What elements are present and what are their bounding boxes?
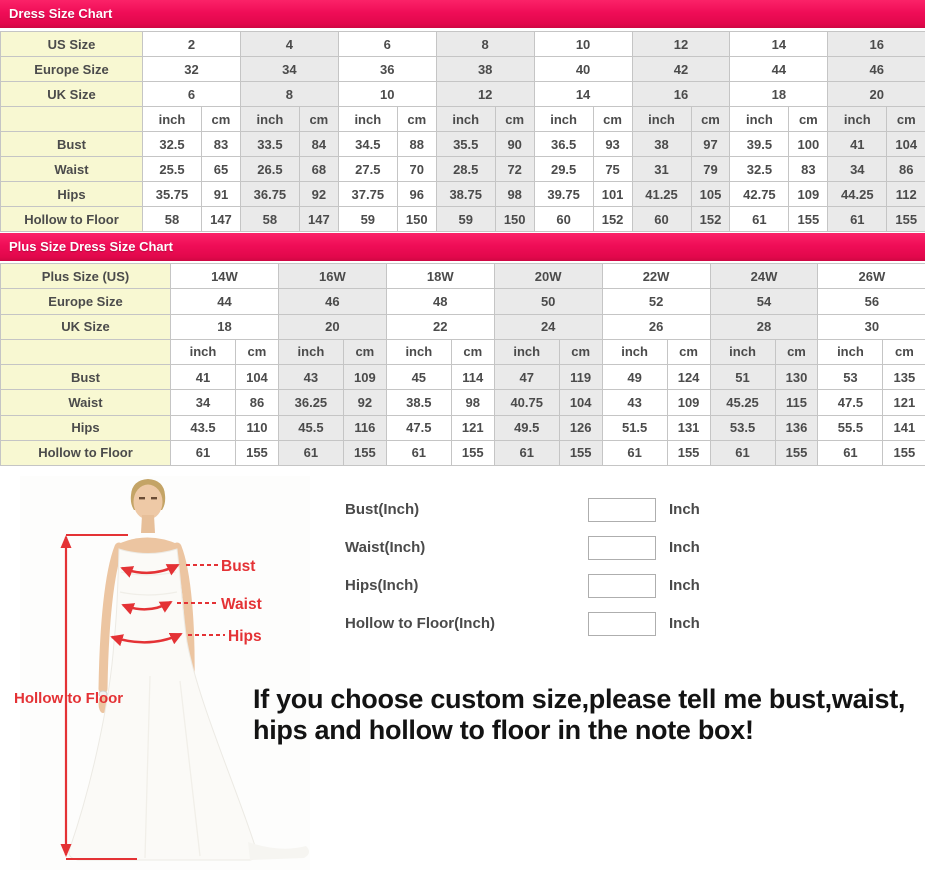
size-value-cell: 16 (828, 32, 925, 57)
unit-cm-cell: cm (775, 339, 818, 364)
size-value-cell: 18 (730, 82, 828, 107)
measure-inch-cell: 31 (632, 157, 691, 182)
size-value-cell: 46 (828, 57, 925, 82)
measure-cm-cell: 92 (343, 390, 386, 415)
measure-inch-cell: 58 (143, 207, 202, 232)
unit-cm-cell: cm (789, 107, 828, 132)
size-value-cell: 10 (534, 32, 632, 57)
measure-inch-cell: 53 (818, 365, 883, 390)
size-value-cell: 12 (632, 32, 730, 57)
measure-cm-cell: 109 (667, 390, 710, 415)
unit-cm-cell: cm (299, 107, 338, 132)
measure-inch-cell: 61 (278, 440, 343, 465)
row-label: Hips (1, 415, 171, 440)
size-value-cell: 44 (730, 57, 828, 82)
measure-inch-cell: 53.5 (710, 415, 775, 440)
form-row (345, 572, 765, 599)
measure-cm-cell: 155 (559, 440, 602, 465)
row-label: UK Size (1, 82, 143, 107)
unit-cm-cell: cm (451, 339, 494, 364)
measure-cm-cell: 75 (593, 157, 632, 182)
field-label: Hollow to Floor(Inch) (345, 615, 495, 632)
measure-inch-cell: 55.5 (818, 415, 883, 440)
unit-cm-cell: cm (495, 107, 534, 132)
measure-inch-cell: 35.5 (436, 132, 495, 157)
measure-cm-cell: 124 (667, 365, 710, 390)
measure-cm-cell: 86 (887, 157, 925, 182)
hips-inch-input[interactable] (588, 574, 656, 598)
measure-inch-cell: 47.5 (386, 415, 451, 440)
measure-inch-cell: 33.5 (240, 132, 299, 157)
unit-row (1, 107, 925, 132)
measure-inch-cell: 49.5 (494, 415, 559, 440)
size-value-cell: 26 (602, 314, 710, 339)
waist-label: Waist (221, 596, 262, 613)
measure-inch-cell: 39.75 (534, 182, 593, 207)
unit-inch-cell: inch (494, 339, 559, 364)
measure-inch-cell: 45.25 (710, 390, 775, 415)
measure-cm-cell: 88 (397, 132, 436, 157)
measure-inch-cell: 49 (602, 365, 667, 390)
measure-cm-cell: 84 (299, 132, 338, 157)
measure-row (1, 207, 925, 232)
row-label: Plus Size (US) (1, 264, 171, 289)
measure-inch-cell: 43.5 (171, 415, 236, 440)
measure-inch-cell: 58 (240, 207, 299, 232)
measure-inch-cell: 36.75 (240, 182, 299, 207)
size-value-cell: 38 (436, 57, 534, 82)
measure-cm-cell: 90 (495, 132, 534, 157)
unit-inch-cell: inch (171, 339, 236, 364)
unit-label: Inch (669, 577, 700, 594)
measure-cm-cell: 155 (236, 440, 279, 465)
size-value-cell: 22W (602, 264, 710, 289)
size-value-cell: 50 (494, 289, 602, 314)
measure-inch-cell: 26.5 (240, 157, 299, 182)
measure-cm-cell: 126 (559, 415, 602, 440)
measure-cm-cell: 91 (202, 182, 241, 207)
measure-cm-cell: 155 (451, 440, 494, 465)
unit-cm-cell: cm (887, 107, 925, 132)
row-label: Hollow to Floor (1, 440, 171, 465)
measure-cm-cell: 130 (775, 365, 818, 390)
measure-cm-cell: 114 (451, 365, 494, 390)
bust-label: Bust (221, 558, 256, 575)
measure-inch-cell: 29.5 (534, 157, 593, 182)
size-value-cell: 26W (818, 264, 925, 289)
size-value-cell: 20 (828, 82, 925, 107)
unit-cm-cell: cm (236, 339, 279, 364)
measure-cm-cell: 152 (593, 207, 632, 232)
size-value-cell: 4 (240, 32, 338, 57)
size-value-cell: 16 (632, 82, 730, 107)
form-row (345, 534, 765, 561)
measure-inch-cell: 51.5 (602, 415, 667, 440)
measure-cm-cell: 98 (451, 390, 494, 415)
measure-cm-cell: 104 (236, 365, 279, 390)
size-row (1, 57, 925, 82)
measure-inch-cell: 61 (602, 440, 667, 465)
size-row (1, 289, 925, 314)
measure-inch-cell: 61 (828, 207, 887, 232)
measure-inch-cell: 45.5 (278, 415, 343, 440)
size-value-cell: 14 (730, 32, 828, 57)
measurement-figure (0, 476, 332, 871)
size-value-cell: 24 (494, 314, 602, 339)
measure-inch-cell: 45 (386, 365, 451, 390)
size-value-cell: 18W (386, 264, 494, 289)
size-value-cell: 20W (494, 264, 602, 289)
measure-cm-cell: 121 (451, 415, 494, 440)
row-label: Waist (1, 157, 143, 182)
size-value-cell: 52 (602, 289, 710, 314)
measure-inch-cell: 27.5 (338, 157, 397, 182)
measure-inch-cell: 36.5 (534, 132, 593, 157)
measure-cm-cell: 155 (789, 207, 828, 232)
size-value-cell: 16W (278, 264, 386, 289)
note-line-1: If you choose custom size,please tell me bust,waist, (253, 684, 906, 714)
measure-cm-cell: 83 (202, 132, 241, 157)
unit-label: Inch (669, 539, 700, 556)
measure-inch-cell: 43 (278, 365, 343, 390)
unit-row (1, 339, 925, 364)
size-value-cell: 46 (278, 289, 386, 314)
unit-inch-cell: inch (143, 107, 202, 132)
size-value-cell: 2 (143, 32, 241, 57)
unit-inch-cell: inch (710, 339, 775, 364)
size-value-cell: 24W (710, 264, 818, 289)
measure-inch-cell: 51 (710, 365, 775, 390)
measure-cm-cell: 136 (775, 415, 818, 440)
size-value-cell: 42 (632, 57, 730, 82)
measure-inch-cell: 61 (171, 440, 236, 465)
measure-inch-cell: 60 (534, 207, 593, 232)
size-value-cell: 14W (171, 264, 279, 289)
unit-inch-cell: inch (602, 339, 667, 364)
measure-row (1, 132, 925, 157)
measure-cm-cell: 83 (789, 157, 828, 182)
measure-inch-cell: 61 (818, 440, 883, 465)
row-label: UK Size (1, 314, 171, 339)
waist-inch-input[interactable] (588, 536, 656, 560)
unit-label: Inch (669, 501, 700, 518)
measure-inch-cell: 38 (632, 132, 691, 157)
row-label: Europe Size (1, 57, 143, 82)
measure-inch-cell: 34.5 (338, 132, 397, 157)
size-value-cell: 54 (710, 289, 818, 314)
unit-cm-cell: cm (667, 339, 710, 364)
note-line-2: hips and hollow to floor in the note box! (253, 714, 754, 745)
unit-cm-cell: cm (883, 339, 925, 364)
measure-cm-cell: 155 (887, 207, 925, 232)
measure-cm-cell: 100 (789, 132, 828, 157)
measure-inch-cell: 43 (602, 390, 667, 415)
measure-cm-cell: 147 (299, 207, 338, 232)
measure-inch-cell: 44.25 (828, 182, 887, 207)
unit-inch-cell: inch (278, 339, 343, 364)
size-value-cell: 30 (818, 314, 925, 339)
size-value-cell: 44 (171, 289, 279, 314)
row-label: Hollow to Floor (1, 207, 143, 232)
unit-cm-cell: cm (397, 107, 436, 132)
model-right-eye (151, 497, 157, 499)
field-label: Bust(Inch) (345, 501, 420, 518)
size-value-cell: 20 (278, 314, 386, 339)
measure-row (1, 415, 925, 440)
measure-cm-cell: 86 (236, 390, 279, 415)
measure-cm-cell: 131 (667, 415, 710, 440)
measure-cm-cell: 121 (883, 390, 925, 415)
row-label (1, 339, 171, 364)
measure-inch-cell: 61 (494, 440, 559, 465)
unit-inch-cell: inch (730, 107, 789, 132)
size-row (1, 32, 925, 57)
measure-cm-cell: 65 (202, 157, 241, 182)
measure-inch-cell: 36.25 (278, 390, 343, 415)
measure-cm-cell: 155 (883, 440, 925, 465)
form-row (345, 610, 765, 637)
size-value-cell: 18 (171, 314, 279, 339)
measure-inch-cell: 38.75 (436, 182, 495, 207)
unit-cm-cell: cm (202, 107, 241, 132)
measure-cm-cell: 104 (559, 390, 602, 415)
plus-size-chart-title-bar: Plus Size Dress Size Chart (0, 233, 925, 261)
measure-cm-cell: 110 (236, 415, 279, 440)
measure-cm-cell: 96 (397, 182, 436, 207)
unit-inch-cell: inch (338, 107, 397, 132)
measure-cm-cell: 97 (691, 132, 730, 157)
model-head (134, 485, 163, 520)
measure-cm-cell: 109 (789, 182, 828, 207)
measure-cm-cell: 155 (343, 440, 386, 465)
unit-cm-cell: cm (343, 339, 386, 364)
bust-inch-input[interactable] (588, 498, 656, 522)
field-label: Waist(Inch) (345, 539, 426, 556)
measure-cm-cell: 147 (202, 207, 241, 232)
unit-inch-cell: inch (632, 107, 691, 132)
measure-cm-cell: 101 (593, 182, 632, 207)
measure-cm-cell: 68 (299, 157, 338, 182)
size-value-cell: 14 (534, 82, 632, 107)
measure-inch-cell: 61 (730, 207, 789, 232)
size-value-cell: 34 (240, 57, 338, 82)
dress-size-chart-title-bar: Dress Size Chart (0, 0, 925, 28)
measure-inch-cell: 39.5 (730, 132, 789, 157)
size-value-cell: 48 (386, 289, 494, 314)
size-value-cell: 8 (240, 82, 338, 107)
measure-cm-cell: 155 (667, 440, 710, 465)
measure-cm-cell: 119 (559, 365, 602, 390)
size-row (1, 314, 925, 339)
size-value-cell: 28 (710, 314, 818, 339)
unit-inch-cell: inch (436, 107, 495, 132)
hollow-to-floor-label: Hollow to Floor (14, 690, 124, 707)
unit-inch-cell: inch (534, 107, 593, 132)
measure-inch-cell: 41.25 (632, 182, 691, 207)
measure-inch-cell: 35.75 (143, 182, 202, 207)
measure-inch-cell: 59 (436, 207, 495, 232)
measure-row (1, 390, 925, 415)
unit-cm-cell: cm (559, 339, 602, 364)
measure-inch-cell: 47.5 (818, 390, 883, 415)
unit-inch-cell: inch (386, 339, 451, 364)
row-label: US Size (1, 32, 143, 57)
size-value-cell: 56 (818, 289, 925, 314)
measure-inch-cell: 32.5 (730, 157, 789, 182)
row-label: Hips (1, 182, 143, 207)
measure-cm-cell: 109 (343, 365, 386, 390)
unit-label: Inch (669, 615, 700, 632)
measure-cm-cell: 112 (887, 182, 925, 207)
model-neck (141, 515, 155, 533)
measure-row (1, 440, 925, 465)
size-value-cell: 8 (436, 32, 534, 57)
row-label: Bust (1, 132, 143, 157)
measure-cm-cell: 93 (593, 132, 632, 157)
size-value-cell: 10 (338, 82, 436, 107)
measure-inch-cell: 40.75 (494, 390, 559, 415)
size-row (1, 264, 925, 289)
unit-inch-cell: inch (828, 107, 887, 132)
measure-cm-cell: 155 (775, 440, 818, 465)
measure-inch-cell: 59 (338, 207, 397, 232)
measure-cm-cell: 98 (495, 182, 534, 207)
custom-size-form (345, 496, 765, 648)
measure-cm-cell: 70 (397, 157, 436, 182)
unit-inch-cell: inch (818, 339, 883, 364)
hips-label: Hips (228, 628, 262, 645)
measure-inch-cell: 28.5 (436, 157, 495, 182)
size-value-cell: 36 (338, 57, 436, 82)
measure-cm-cell: 152 (691, 207, 730, 232)
measure-cm-cell: 92 (299, 182, 338, 207)
size-value-cell: 6 (338, 32, 436, 57)
measure-cm-cell: 72 (495, 157, 534, 182)
unit-cm-cell: cm (593, 107, 632, 132)
dress-size-table (0, 31, 925, 232)
measure-inch-cell: 25.5 (143, 157, 202, 182)
measure-row (1, 182, 925, 207)
measure-row (1, 157, 925, 182)
hollow-to-floor-inch-input[interactable] (588, 612, 656, 636)
measure-inch-cell: 41 (828, 132, 887, 157)
measure-inch-cell: 38.5 (386, 390, 451, 415)
row-label (1, 107, 143, 132)
measure-cm-cell: 150 (495, 207, 534, 232)
row-label: Waist (1, 390, 171, 415)
row-label: Europe Size (1, 289, 171, 314)
measure-cm-cell: 105 (691, 182, 730, 207)
size-row (1, 82, 925, 107)
size-value-cell: 40 (534, 57, 632, 82)
measure-cm-cell: 141 (883, 415, 925, 440)
plus-size-table (0, 263, 925, 466)
measure-inch-cell: 61 (386, 440, 451, 465)
measure-inch-cell: 34 (171, 390, 236, 415)
unit-cm-cell: cm (691, 107, 730, 132)
measure-inch-cell: 42.75 (730, 182, 789, 207)
measure-cm-cell: 79 (691, 157, 730, 182)
measure-cm-cell: 115 (775, 390, 818, 415)
size-value-cell: 22 (386, 314, 494, 339)
form-row (345, 496, 765, 523)
measure-inch-cell: 41 (171, 365, 236, 390)
field-label: Hips(Inch) (345, 577, 419, 594)
measure-inch-cell: 61 (710, 440, 775, 465)
measure-inch-cell: 47 (494, 365, 559, 390)
row-label: Bust (1, 365, 171, 390)
measure-cm-cell: 104 (887, 132, 925, 157)
measure-cm-cell: 150 (397, 207, 436, 232)
size-value-cell: 32 (143, 57, 241, 82)
measure-cm-cell: 116 (343, 415, 386, 440)
custom-size-note (253, 684, 925, 746)
measure-row (1, 365, 925, 390)
measure-inch-cell: 60 (632, 207, 691, 232)
model-left-eye (139, 497, 145, 499)
size-value-cell: 12 (436, 82, 534, 107)
measure-inch-cell: 32.5 (143, 132, 202, 157)
measure-inch-cell: 34 (828, 157, 887, 182)
size-value-cell: 6 (143, 82, 241, 107)
measure-inch-cell: 37.75 (338, 182, 397, 207)
measure-cm-cell: 135 (883, 365, 925, 390)
unit-inch-cell: inch (240, 107, 299, 132)
